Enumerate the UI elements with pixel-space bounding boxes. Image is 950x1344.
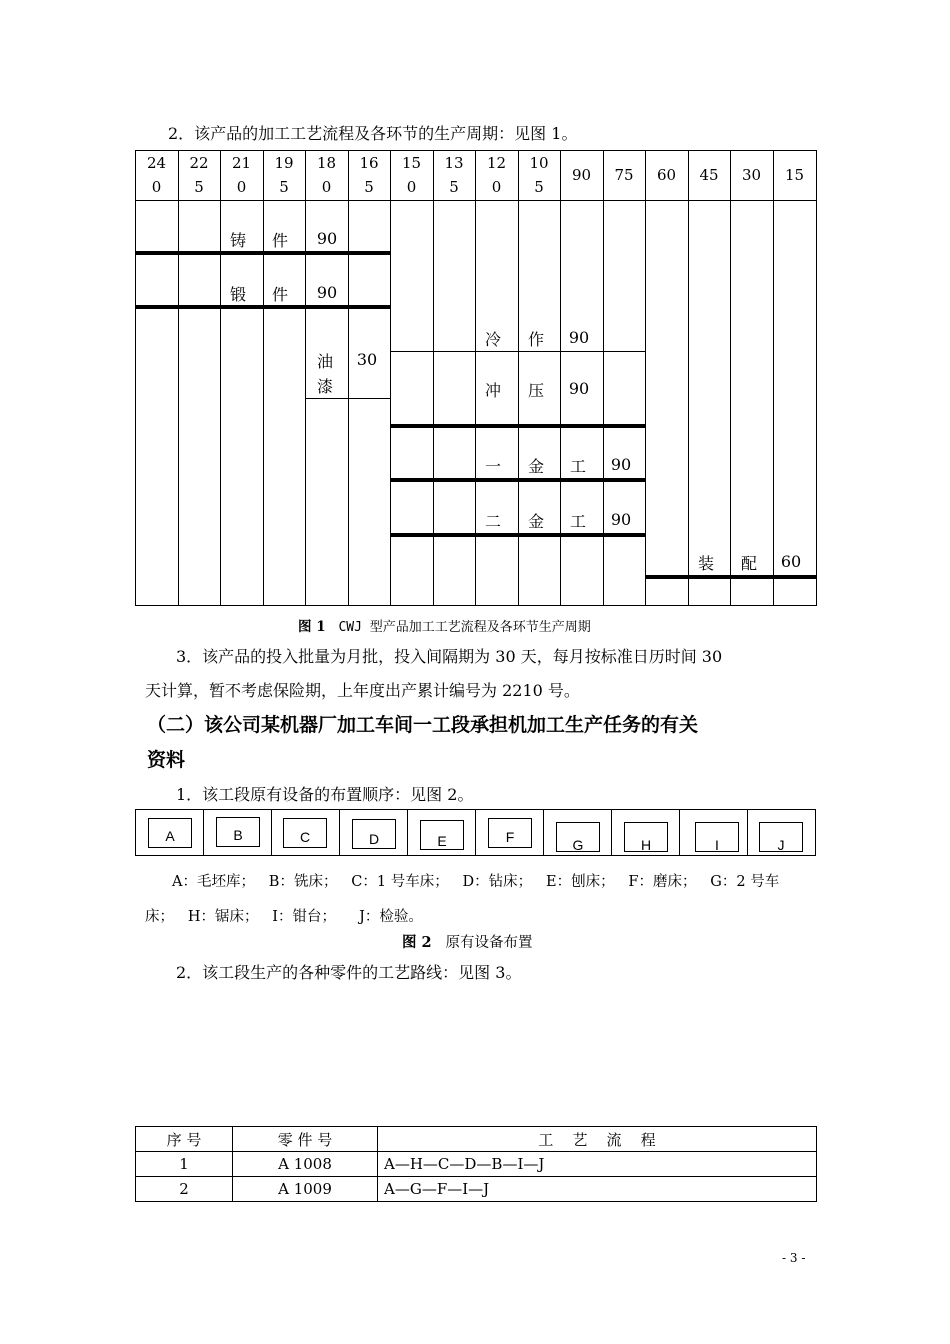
layout-divider	[203, 809, 204, 856]
machine-label: E	[437, 833, 447, 849]
figure-2-legend-line-1: A：毛坯库； B：铣床； C：1 号车床； D：钻床； E：刨床； F：磨床； G：2 号车	[172, 874, 780, 890]
machine-label: F	[505, 829, 515, 845]
machine-box-b	[216, 817, 260, 847]
time-header-digit: 22	[189, 154, 209, 172]
time-header-digit: 5	[364, 178, 374, 196]
machine-label: D	[368, 831, 380, 847]
machine-box-a	[148, 818, 192, 848]
section-heading-2-line-2: 资料	[147, 749, 186, 771]
cell-seq: 2	[136, 1177, 233, 1202]
figure-2-caption	[402, 931, 532, 952]
time-header-digit: 21	[231, 154, 252, 172]
machine-box-j	[759, 822, 803, 852]
time-header-digit: 12	[486, 154, 507, 172]
assembly-label-1: 装	[697, 554, 714, 573]
metal2-days: 90	[610, 510, 632, 529]
metal1-days: 90	[610, 455, 632, 474]
layout-divider	[611, 809, 612, 856]
machine-label: J	[777, 837, 785, 853]
table-header-row	[136, 1127, 817, 1152]
table-row	[136, 1152, 817, 1177]
cell-part-no: A 1009	[233, 1177, 378, 1202]
layout-divider	[407, 809, 408, 856]
time-header-cell	[645, 163, 688, 187]
cold-work-days: 90	[568, 328, 590, 347]
time-header-cell	[178, 151, 220, 199]
layout-divider	[339, 809, 340, 856]
time-header-cell	[263, 151, 305, 199]
page-number: - 3 -	[782, 1251, 806, 1265]
time-header-cell	[390, 151, 433, 199]
machine-box-h	[624, 822, 668, 852]
time-header-cell	[220, 151, 263, 199]
stamping-label-2: 压	[527, 381, 544, 400]
forging-days: 90	[316, 283, 338, 302]
time-header-digit: 60	[656, 166, 677, 184]
time-header-digit: 75	[614, 166, 634, 184]
time-header-digit: 15	[401, 154, 422, 172]
metal2-label-3: 工	[569, 512, 586, 531]
header-part-no: 零 件 号	[233, 1127, 378, 1152]
layout-divider	[679, 809, 680, 856]
header-route: 工 艺 流 程	[378, 1127, 817, 1152]
metal1-label-1: 一	[484, 457, 501, 476]
header-seq: 序 号	[136, 1127, 233, 1152]
time-header-digit: 10	[529, 154, 549, 172]
section2-item-2: 2．该工段生产的各种零件的工艺路线：见图 3。	[176, 963, 522, 982]
time-header-cell	[348, 151, 390, 199]
time-header-digit: 5	[194, 178, 204, 196]
stamping-label-1: 冲	[484, 381, 501, 400]
table-row	[136, 1177, 817, 1202]
time-header-cell	[305, 151, 348, 199]
time-header-cell	[475, 151, 518, 199]
time-header-cell	[603, 163, 645, 187]
time-header-digit: 5	[279, 178, 289, 196]
section2-item-1: 1．该工段原有设备的布置顺序：见图 2。	[176, 785, 474, 804]
time-header-digit: 24	[146, 154, 167, 172]
cold-work-label-2: 作	[527, 330, 544, 349]
casting-label-1: 铸	[229, 231, 246, 250]
time-header-digit: 0	[406, 178, 417, 196]
time-header-cell	[688, 163, 730, 187]
time-header-digit: 19	[274, 154, 294, 172]
time-header-digit: 13	[444, 154, 464, 172]
machine-box-d	[352, 819, 396, 849]
machine-box-c	[283, 818, 327, 848]
time-header-cell	[135, 151, 178, 199]
time-header-digit: 0	[491, 178, 502, 196]
metal2-label-1: 二	[484, 512, 501, 531]
time-header-digit: 45	[699, 166, 719, 184]
machine-box-g	[556, 822, 600, 852]
section-item-3-line-2: 天计算，暂不考虑保险期，上年度出产累计编号为 2210 号。	[145, 681, 580, 700]
cell-route: A—H—C—D—B—I—J	[378, 1152, 817, 1177]
cell-route: A—G—F—I—J	[378, 1177, 817, 1202]
machine-label: H	[640, 837, 652, 853]
casting-days: 90	[316, 229, 338, 248]
metal1-label-3: 工	[569, 457, 586, 476]
section-heading-2-line-1: （二）该公司某机器厂加工车间一工段承担机加工生产任务的有关	[147, 714, 699, 736]
layout-divider	[271, 809, 272, 856]
machine-label: B	[233, 827, 243, 843]
layout-divider	[543, 809, 544, 856]
time-header-digit: 30	[741, 166, 762, 184]
machine-label: A	[165, 828, 175, 844]
painting-label-1: 油	[316, 352, 333, 371]
forging-label-2: 件	[271, 285, 288, 304]
figure-1-process-chart	[0, 0, 950, 620]
time-header-digit: 90	[571, 166, 592, 184]
time-header-digit: 0	[236, 178, 247, 196]
time-header-cell	[560, 163, 603, 187]
cell-part-no: A 1008	[233, 1152, 378, 1177]
assembly-label-2: 配	[740, 554, 757, 573]
time-header-cell	[518, 151, 560, 199]
time-header-digit: 18	[316, 154, 337, 172]
time-header-digit: 5	[449, 178, 459, 196]
process-routes-table	[135, 1126, 817, 1202]
figure-1-caption-text: CWJ 型产品加工工艺流程及各环节生产周期	[338, 620, 591, 635]
time-header-digit: 0	[151, 178, 162, 196]
machine-box-i	[695, 822, 739, 852]
metal1-label-2: 金	[527, 457, 544, 476]
machine-box-f	[488, 818, 532, 848]
figure-1-caption	[298, 615, 591, 635]
metal2-label-2: 金	[527, 512, 544, 531]
time-header-cell	[730, 163, 773, 187]
section-item-3-line-1: 3．该产品的投入批量为月批，投入间隔期为 30 天，每月按标准日历时间 30	[176, 647, 723, 666]
forging-label-1: 锻	[229, 285, 246, 304]
painting-label-2: 漆	[316, 377, 333, 396]
layout-divider	[747, 809, 748, 856]
machine-box-e	[420, 820, 464, 850]
figure-2-legend-line-2: 床； H：锯床； I：钳台； J：检验。	[145, 909, 423, 925]
assembly-days: 60	[780, 552, 802, 571]
cell-seq: 1	[136, 1152, 233, 1177]
figure-1-caption-label: 图 1	[298, 619, 326, 635]
time-header-cell	[433, 151, 475, 199]
section-item-2: 2．该产品的加工工艺流程及各环节的生产周期：见图 1。	[168, 124, 578, 143]
painting-days: 30	[356, 350, 378, 369]
figure-2-caption-text: 原有设备布置	[445, 935, 533, 951]
time-header-cell	[773, 163, 816, 187]
process-chart-grid	[0, 0, 950, 620]
layout-divider	[475, 809, 476, 856]
time-header-digit: 5	[534, 178, 544, 196]
stamping-days: 90	[568, 379, 590, 398]
machine-label: I	[715, 837, 719, 853]
figure-2-caption-label: 图 2	[402, 934, 432, 951]
machine-label: C	[299, 829, 311, 845]
cold-work-label-1: 冷	[484, 330, 501, 349]
time-header-digit: 15	[784, 166, 805, 184]
machine-label: G	[572, 837, 584, 853]
time-header-digit: 0	[321, 178, 332, 196]
time-header-digit: 16	[359, 154, 379, 172]
casting-label-2: 件	[271, 231, 288, 250]
